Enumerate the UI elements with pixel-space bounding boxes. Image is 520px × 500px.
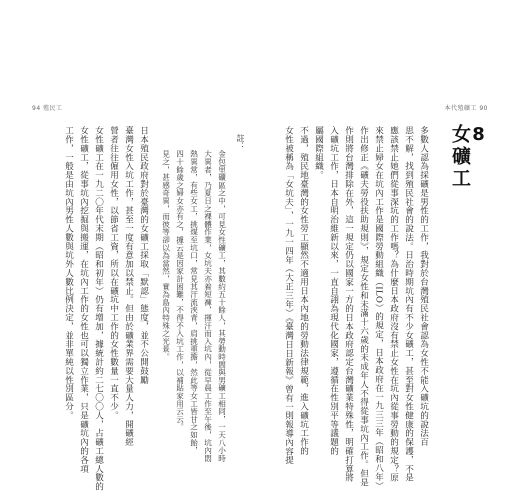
body-column-r2: 思不解，找到殖民社會的說法。日治時期坑內有不少女礦工，甚至對女性健康的保護，不是 (403, 126, 414, 482)
body-column-r9: 不過，殖民地臺灣的女性勞工顯然不適用日本內地的勞動法律規範，進入礦坑工作的 (298, 126, 309, 456)
chapter-title (450, 124, 487, 190)
body-column-r1: 多數人認為採礦是男性的工作，我對於台灣殖民社會認為女性不能入礦坑的說法百 (418, 126, 429, 447)
body-column-l6: 工作，一般是由坑內男性人數與坑外人數比例決定，並非單純以性別區分。 (63, 126, 74, 420)
chapter-number: 8 (468, 124, 489, 145)
chapter-name: 女礦工 (449, 124, 471, 190)
right-page-header: 本代殖礦工 90 (444, 105, 488, 112)
body-column-r7: 入礦坑工作，日本自明治維新以來，一直自詡為現代化國家，遵循在性別平等議題的 (328, 126, 339, 456)
body-column-l2: 臺灣女性入坑工作，甚至一度有意加以禁止。但由於礦業界需要大量人力，開礦經 (123, 126, 134, 447)
body-column-r3: 應該禁止她們從事深坑的工作嗎？為什麼日本政府沒有禁止女性在坑內從事勞動的規定？原 (388, 126, 399, 482)
body-column-r10: 女性被稱為「女坑夫」，一九一四年（大正三年）《臺灣日日新報》曾有一則報導內容提 (283, 126, 294, 465)
body-column-l4: 女性礦工在一九二〇年代末期（昭和初年）仍有增加，據統計約二七〇〇人，占礦工總人數的 (93, 126, 104, 491)
quote-column-2: 大異者，乃夏日之裸體作業，女坑夫亦着短褲，揮汗而入坑內，從早晨工作至午後，坑內悶 (203, 150, 213, 462)
quote-column-3: 熱異常，有些女工，挑煤至坑口，常見其汗流浹背，肩挑重擔，然此等女工皆甘之如飴， (189, 150, 199, 455)
body-column-r4: 來禁止婦女在坑內工作是國際勞動組織（ILO）的規定，日本政府在一九三三年（昭和八年） (373, 126, 384, 491)
body-column-l5: 女性礦工，從事坑內挖掘與搬運，在坑內工作的女性也可以獨立作業，只是礦坑內的各項 (78, 126, 89, 474)
quote-column-5: 見之，甚感奇異，而彼等卻以為當然，實為島內特殊之光景。 (161, 150, 171, 361)
body-column-l1: 日本殖民政府對於臺灣的女礦工採取「默認」態度，並不公開鼓勵 (138, 126, 149, 385)
body-column-l3: 營者往往僱用女性，以節省工資，所以在礦坑中工作的女性數量一直不少。 (108, 126, 119, 420)
quote-column-1: 金包里礦區之中，可見女性礦工，其數約五十餘人，其勞動時間與男礦工相同，一天八小時 (217, 150, 227, 462)
body-column-r6: 作則將台灣排除在外，這一規定仍以國家一方的日本政府認定台灣礦業特殊性，明確打算將 (343, 126, 354, 482)
note-label: 註： (236, 134, 245, 150)
left-page-header: 94 殖民工 (32, 105, 63, 112)
body-column-r5: 作出修正《礦夫勞役扶助規則》，規定女性和未滿十六歲的未成年人不得從事坑內工作。但是 (358, 126, 369, 487)
quote-column-4: 四十餘歲之婦女亦有之，據云是因家計困難，不得不入坑工作，以補貼家用云云。 (175, 150, 185, 431)
body-column-r8: 屬國際組織。 (313, 126, 324, 180)
